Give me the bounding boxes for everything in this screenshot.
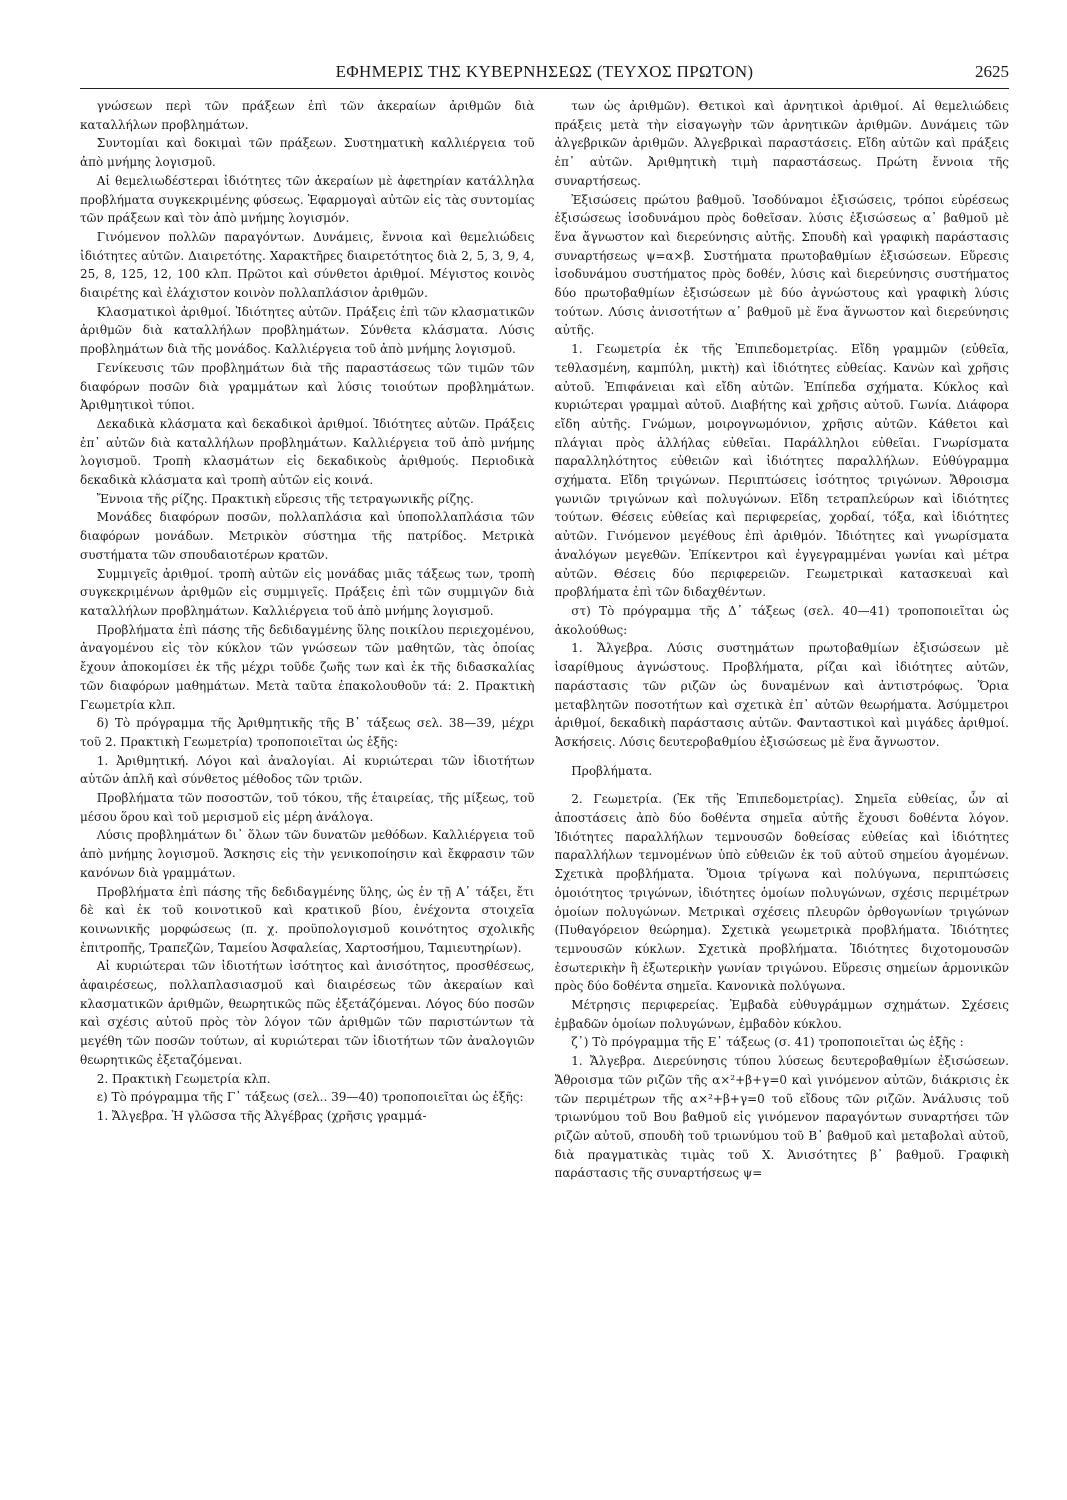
paragraph: 1. Γεωμετρία ἐκ τῆς Ἐπιπεδομετρίας. Εἴδη γραμμῶν (εὐθεῖα, τεθλασμένη, καμπύλη, μικτὴ) καὶ ἰδιότητες εὐθείας. Κανὼν καὶ χρῆσις αὐτοῦ. Ἐπιφάνειαι καὶ εἴδη αὐτῶν. Ἐπίπεδα σχήματα. Κύκλος καὶ κυριώτεραι γραμμαὶ αὐτοῦ. Διαβήτης καὶ χρῆσις αὐτοῦ. Γωνία. Διάφορα εἴδη αὐτῆς. Γνώμων, μοιρογνωμόνιον, χρῆσις αὐτῶν. Κάθετοι καὶ πλάγιαι πρὸς ἀλλήλας εὐθεῖαι. Παράλληλοι εὐθεῖαι. Γνωρίσματα παραλληλότητος εὐθειῶν καὶ ἰδιότητες παραλλήλων. Εὐθύγραμμα σχήματα. Εἴδη τριγώνων. Περιπτώσεις ἰσότητος τριγώνων. Ἄθροισμα γωνιῶν τριγώνων καὶ πολυγώνων. Εἴδη τετραπλεύρων καὶ ἰδιότητες τούτων. Θέσεις εὐθείας καὶ περιφερείας, χορδαί, τόξα, καὶ ἰδιότητες αὐτῶν. Γινόμενον μεγέθους ἐπὶ ἀριθμόν. Ἰδιότητες καὶ γνωρίσματα ἀναλόγων μεγεθῶν. Ἐπίκεντροι καὶ ἐγγεγραμμέναι γωνίαι καὶ μέτρα αὐτῶν. Θέσεις δύο περιφερειῶν. Γεωμετρικαὶ κατασκευαὶ καὶ προβλήματα ἐπὶ τῶν διδαχθέντων. — [554, 342, 1009, 600]
paragraph: στ) Τὸ πρόγραμμα τῆς Δ᾽ τάξεως (σελ. 40—41) τροποποιεῖται ὡς ἀκολούθως: — [554, 603, 1009, 637]
left-column — [80, 97, 535, 1497]
section-heading: Προβλήματα. — [571, 763, 653, 778]
paragraph: ζ᾽) Τὸ πρόγραμμα τῆς Ε᾽ τάξεως (σ. 41) τροποποιεῖται ὡς ἑξῆς : — [571, 1035, 964, 1050]
paragraph: 2. Γεωμετρία. (Ἐκ τῆς Ἐπιπεδομετρίας). Σημεῖα εὐθείας, ὧν αἱ ἀποστάσεις ἀπὸ δύο δοθέντα σημεῖα αὐτῆς ἔχουσι δοθέντα λόγον. Ἰδιότητες παραλλήλων τεμνουσῶν δοθείσας εὐθείας καὶ ἰδιότητες παραλλήλων τεμνομένων ὑπὸ εὐθειῶν ἐκ τοῦ αὐτοῦ σημείου ἀγομένων. Σχετικὰ προβλήματα. Ὅμοια τρίγωνα καὶ πολύγωνα, περιπτώσεις ὁμοιότητος τριγώνων, ἰδιότητες ὁμοίων πολυγώνων, σχέσις περιμέτρων ὁμοίων πολυγώνων. Μετρικαὶ σχέσεις πλευρῶν ὀρθογωνίων τριγώνων (Πυθαγόρειον θεώρημα). Σχετικὰ γεωμετρικὰ προβλήματα. Ἰδιότητες τεμνουσῶν κύκλων. Σχετικὰ προβλήματα. Ἰδιότητες διχοτομουσῶν ἐσωτερικὴν ἢ ἐξωτερικὴν γωνίαν τριγώνου. Εὕρεσις σημείων ἁρμονικῶν πρὸς δύο δοθέντα σημεῖα. Κανονικὰ πολύγωνα. — [554, 792, 1009, 994]
paragraph: Αἱ θεμελιωδέστεραι ἰδιότητες τῶν ἀκεραίων μὲ ἀφετηρίαν κατάλληλα προβλήματα συγκεκριμένης φύσεως. Ἐφαρμογαὶ αὐτῶν εἰς τὰς συντομίας τῶν πράξεων καὶ τὸν ἀπὸ μνήμης λογισμόν. — [80, 173, 535, 226]
paragraph: δ) Τὸ πρόγραμμα τῆς Ἀριθμητικῆς τῆς Β᾽ τάξεως σελ. 38—39, μέχρι τοῦ 2. Πρακτικὴ Γεωμετρία) τροποποιεῖται ὡς ἑξῆς: — [80, 716, 535, 749]
text-columns — [80, 97, 1009, 1497]
paragraph: Γενίκευσις τῶν προβλημάτων διὰ τῆς παραστάσεως τῶν τιμῶν τῶν διαφόρων ποσῶν διὰ γραμμάτων καὶ λύσις τοιούτων προβλημάτων. Ἀριθμητικοὶ τύποι. — [80, 360, 535, 413]
paragraph: ε) Τὸ πρόγραμμα τῆς Γ᾽ τάξεως (σελ.. 39—40) τροποποιεῖται ὡς ἑξῆς: — [96, 1090, 524, 1105]
paragraph: 1. Ἄλγεβρα. Διερεύνησις τύπου λύσεως δευτεροβαθμίων ἐξισώσεων. Ἄθροισμα τῶν ριζῶν τῆς α×²+β+γ=0 καὶ γινόμενον αὐτῶν, διάκρισις ἐκ τῶν περιμέτρων τῆς α×²+β+γ=0 τοῦ εἴδους τῶν ριζῶν. Ἀνάλυσις τοῦ τριωνύμου τοῦ Βου βαθμοῦ εἰς γινόμενον παραγόντων συναρτήσει τῶν ριζῶν αὐτοῦ, σπουδὴ τοῦ τριωνύμου τοῦ Β᾽ βαθμοῦ καὶ μεταβολαὶ αὐτοῦ, διὰ πραγματικὰς τιμὰς τοῦ Χ. Ἀνισότητες β᾽ βαθμοῦ. Γραφικὴ παράστασις τῆς συναρτήσεως ψ= — [554, 1054, 1009, 1181]
paragraph: 1. Ἄλγεβρα. Λύσις συστημάτων πρωτοβαθμίων ἐξισώσεων μὲ ἰσαρίθμους ἀγνώστους. Προβλήματα, ρίζαι καὶ ἰδιότητες αὐτῶν, παράστασις τῶν ριζῶν ὡς δυναμένων καὶ ἀντιστρόφως. Ὅρια μεταβλητῶν ποσοτήτων καὶ σχετικὰ ἐπ᾽ αὐτῶν θεωρήματα. Ἀσύμμετροι ἀριθμοί, δεκαδικὴ παράστασις αὐτῶν. Φανταστικοὶ καὶ μιγάδες ἀριθμοί. Ἀσκήσεις. Λύσις δευτεροβαθμίου ἐξισώσεως μὲ ἕνα ἄγνωστον. — [554, 641, 1009, 749]
paragraph: Συμμιγεῖς ἀριθμοί. τροπὴ αὐτῶν εἰς μονάδας μιᾶς τάξεως των, τροπὴ συγκεκριμένων ἀριθμῶν εἰς συμμιγεῖς. Πράξεις ἐπὶ τῶν συμμιγῶν διὰ καταλλήλων προβλημάτων. Καλλιέργεια τοῦ ἀπὸ μνήμης λογισμοῦ. — [80, 566, 535, 618]
gazette-title: ΕΦΗΜΕΡΙΣ ΤΗΣ ΚΥΒΕΡΝΗΣΕΩΣ (ΤΕΥΧΟΣ ΠΡΩΤΟΝ) — [335, 62, 754, 81]
paragraph: Ἐξισώσεις πρώτου βαθμοῦ. Ἰσοδύναμοι ἐξισώσεις, τρόποι εὑρέσεως ἐξισώσεως ἰσοδυνάμου πρὸς δοθεῖσαν. λύσις ἐξισώσεως α᾽ βαθμοῦ μὲ ἕνα ἄγνωστον καὶ διερεύνησις αὐτῆς. Σπουδὴ καὶ γραφικὴ παράστασις συναρτήσεως ψ=α×β. Συστήματα πρωτοβαθμίων ἐξισώσεων. Εὕρεσις ἰσοδυνάμου συστήματος πρὸς δοθέν, λύσις καὶ διερεύνησις συστήματος δύο πρωτοβαθμίων ἐξισώσεων μὲ δύο ἀγνώστους καὶ γραφικὴ λύσις τούτων. Λύσις ἀνισοτήτων α᾽ βαθμοῦ μὲ ἕνα ἄγνωστον καὶ διερεύνησις αὐτῆς. — [554, 192, 1009, 338]
paragraph: 1. Ἄλγεβρα. Ἡ γλῶσσα τῆς Ἀλγέβρας (χρῆσις γραμμά- — [96, 1108, 427, 1123]
page-header — [80, 60, 1009, 89]
page-number: 2625 — [975, 62, 1009, 81]
paragraph: Κλασματικοὶ ἀριθμοί. Ἰδιότητες αὐτῶν. Πράξεις ἐπὶ τῶν κλασματικῶν ἀριθμῶν διὰ καταλλήλων προβλημάτων. Σύνθετα κλάσματα. Λύσις προβλημάτων διὰ τῆς μονάδος. Καλλιέργεια τοῦ ἀπὸ μνήμης λογισμοῦ. — [80, 304, 535, 357]
paragraph: Μονάδες διαφόρων ποσῶν, πολλαπλάσια καὶ ὑποπολλαπλάσια τῶν διαφόρων μονάδων. Μετρικὸν σύστημα τῆς πατρίδος. Μετρικὰ συστήματα τῶν σπουδαιοτέρων κρατῶν. — [80, 510, 535, 562]
paragraph: Λύσις προβλημάτων δι᾽ ὅλων τῶν δυνατῶν μεθόδων. Καλλιέργεια τοῦ ἀπὸ μνήμης λογισμοῦ. Ἄσκησις εἰς τὴν γενικοποίησιν καὶ ἔκφρασιν τῶν κανόνων διὰ γραμμάτων. — [80, 828, 535, 880]
paragraph: 2. Πρακτικὴ Γεωμετρία κλπ. — [96, 1071, 271, 1086]
paragraph: των ὡς ἀριθμῶν). Θετικοὶ καὶ ἀρνητικοὶ ἀριθμοί. Αἱ θεμελιώδεις πράξεις μετὰ τὴν εἰσαγωγὴν τῶν ἀρνητικῶν ἀριθμῶν. Δυνάμεις τῶν ἀλγεβρικῶν ἀριθμῶν. Ἀλγεβρικαὶ παραστάσεις. Εἴδη αὐτῶν καὶ πράξεις ἐπ᾽ αὐτῶν. Ἀριθμητικὴ τιμὴ παραστάσεως. Πρώτη ἔννοια τῆς συναρτήσεως. — [554, 99, 1009, 188]
spacer — [555, 780, 1010, 790]
paragraph: Συντομίαι καὶ δοκιμαὶ τῶν πράξεων. Συστηματικὴ καλλιέργεια τοῦ ἀπὸ μνήμης λογισμοῦ. — [80, 136, 535, 170]
paragraph: Γινόμενον πολλῶν παραγόντων. Δυνάμεις, ἔννοια καὶ θεμελιώδεις ἰδιότητες αὐτῶν. Διαιρετότης. Χαρακτῆρες διαιρετότητος διὰ 2, 5, 3, 9, 4, 25, 8, 125, 12, 100 κλπ. Πρῶτοι καὶ σύνθετοι ἀριθμοί. Μέγιστος κοινὸς διαιρέτης καὶ ἐλάχιστον κοινὸν πολλαπλάσιον ἀριθμῶν. — [80, 229, 535, 301]
paragraph: Δεκαδικὰ κλάσματα καὶ δεκαδικοὶ ἀριθμοί. Ἰδιότητες αὐτῶν. Πράξεις ἐπ᾽ αὐτῶν διὰ καταλλήλων προβλημάτων. Καλλιέργεια τοῦ ἀπὸ μνήμης λογισμοῦ. Τροπὴ κλασμάτων εἰς δεκαδικοὺς ἀριθμούς. Περιοδικὰ δεκαδικὰ κλάσματα καὶ τροπὴ αὐτῶν εἰς κοινά. — [80, 416, 535, 488]
paragraph: Προβλήματα ἐπὶ πάσης τῆς δεδιδαγμένης ὕλης ποικίλου περιεχομένου, ἀναγομένου εἰς τὸν κύκλον τῶν γνώσεων τῶν μαθητῶν, τὰς ὁποίας ἔχουν ἀποκομίσει ἐκ τῆς μέχρι τοῦδε ζωῆς των καὶ ἐκ τῆς διδασκαλίας τῶν διαφόρων μαθημάτων. Μετὰ ταῦτα ἐπακολουθοῦν τά: 2. Πρακτικὴ Γεωμετρία κλπ. — [80, 622, 535, 712]
paragraph: 1. Ἀριθμητική. Λόγοι καὶ ἀναλογίαι. Αἱ κυριώτεραι τῶν ἰδιοτήτων αὐτῶν ἁπλῆ καὶ σύνθετος μέθοδος τῶν τριῶν. — [80, 753, 535, 787]
paragraph: γνώσεων περὶ τῶν πράξεων ἐπὶ τῶν ἀκεραίων ἀριθμῶν διὰ καταλλήλων προβλημάτων. — [80, 99, 535, 132]
paragraph: Αἱ κυριώτεραι τῶν ἰδιοτήτων ἰσότητος καὶ ἀνισότητος, προσθέσεως, ἀφαιρέσεως, πολλαπλασιασμοῦ καὶ διαιρέσεως τῶν ἀκεραίων καὶ κλασματικῶν ἀριθμῶν, θεωρητικῶς πῶς ἐξετάζόμεναι. Λόγος δύο ποσῶν καὶ σχέσις αὐτοῦ πρὸς τὸν λόγον τῶν ἀριθμῶν τῶν παριστώντων τὰ μεγέθη τῶν ποσῶν τούτων, αἱ κυριώτεραι τῶν ἰδιοτήτων τῶν ἀναλογιῶν θεωρητικῶς ἐξεταζόμεναι. — [80, 959, 535, 1067]
spacer — [555, 752, 1010, 762]
paragraph: Προβλήματα τῶν ποσοστῶν, τοῦ τόκου, τῆς ἑταιρείας, τῆς μίξεως, τοῦ μέσου ὅρου καὶ τοῦ μερισμοῦ εἰς μέρη ἀνάλογα. — [80, 791, 535, 824]
paragraph: Προβλήματα ἐπὶ πάσης τῆς δεδιδαγμένης ὕλης, ὡς ἐν τῇ Α᾽ τάξει, ἔτι δὲ καὶ ἐκ τοῦ κοινοτικοῦ καὶ κρατικοῦ βίου, ἐνέχοντα στοιχεῖα κοινωνικῆς μορφώσεως (π. χ. προϋπολογισμοῦ κοινότητος σχολικῆς ἐπιτροπῆς, Τραπεζῶν, Ταμείου Ἀσφαλείας, Χαρτοσήμου, Ταμιευτηρίων). — [80, 884, 535, 955]
right-column — [555, 97, 1010, 1497]
paragraph: Ἔννοια τῆς ρίζης. Πρακτικὴ εὕρεσις τῆς τετραγωνικῆς ρίζης. — [96, 491, 474, 506]
paragraph: Μέτρησις περιφερείας. Ἐμβαδὰ εὐθυγράμμων σχημάτων. Σχέσεις ἐμβαδῶν ὁμοίων πολυγώνων, ἐμβαδὸν κύκλου. — [554, 998, 1009, 1031]
